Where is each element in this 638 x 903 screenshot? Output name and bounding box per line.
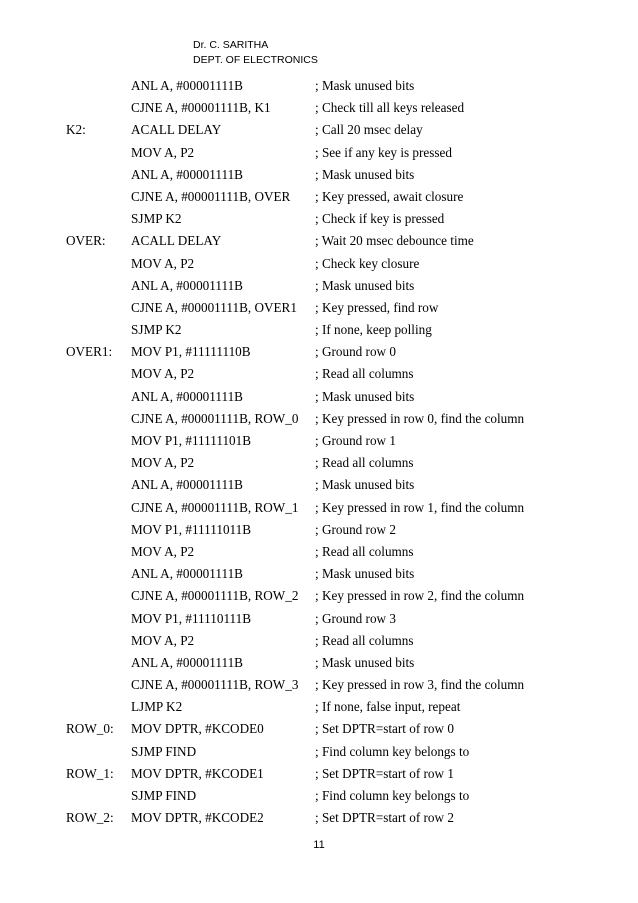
code-instruction: ANL A, #00001111B <box>131 654 243 670</box>
code-line <box>0 608 638 630</box>
code-comment: ; Check key closure <box>315 255 420 271</box>
code-comment: ; Mask unused bits <box>315 654 415 670</box>
code-line <box>0 497 638 519</box>
code-line <box>0 230 638 252</box>
code-instruction: ANL A, #00001111B <box>131 166 243 182</box>
code-line <box>0 674 638 696</box>
code-instruction: MOV P1, #11111011B <box>131 521 252 537</box>
code-line <box>0 763 638 785</box>
assembly-code-listing <box>0 75 638 829</box>
code-comment: ; Check till all keys released <box>315 100 465 116</box>
code-instruction: MOV A, P2 <box>131 455 195 471</box>
code-comment: ; Wait 20 msec debounce time <box>315 233 474 249</box>
code-instruction: MOV DPTR, #KCODE2 <box>131 810 264 826</box>
code-instruction: ANL A, #00001111B <box>131 277 243 293</box>
code-comment: ; Mask unused bits <box>315 477 415 493</box>
code-line <box>0 807 638 829</box>
department-name: DEPT. OF ELECTRONICS <box>193 54 318 66</box>
code-line <box>0 630 638 652</box>
code-instruction: ANL A, #00001111B <box>131 566 243 582</box>
code-label: K2: <box>66 122 86 138</box>
code-line <box>0 718 638 740</box>
code-instruction: MOV A, P2 <box>131 366 195 382</box>
code-label: OVER: <box>66 233 106 249</box>
code-comment: ; Key pressed in row 1, find the column <box>315 499 525 515</box>
code-line <box>0 563 638 585</box>
code-line <box>0 253 638 275</box>
code-instruction: CJNE A, #00001111B, ROW_3 <box>131 677 299 693</box>
code-instruction: ANL A, #00001111B <box>131 78 243 93</box>
code-comment: ; Find column key belongs to <box>315 743 470 759</box>
code-line <box>0 430 638 452</box>
code-line <box>0 652 638 674</box>
page-number: 11 <box>313 839 325 851</box>
code-line <box>0 741 638 763</box>
code-comment: ; Read all columns <box>315 632 414 648</box>
code-comment: ; Key pressed, find row <box>315 299 439 315</box>
code-comment: ; Mask unused bits <box>315 166 415 182</box>
code-line <box>0 97 638 119</box>
page-header <box>193 38 318 68</box>
code-line <box>0 541 638 563</box>
code-label: ROW_1: <box>66 765 114 781</box>
code-line <box>0 186 638 208</box>
code-instruction: ACALL DELAY <box>131 233 222 249</box>
code-instruction: MOV DPTR, #KCODE0 <box>131 721 264 737</box>
code-comment: ; Mask unused bits <box>315 277 415 293</box>
code-comment: ; Ground row 1 <box>315 433 396 448</box>
code-instruction: CJNE A, #00001111B, OVER <box>131 188 291 204</box>
code-line <box>0 164 638 186</box>
code-comment: ; Ground row 0 <box>315 344 396 360</box>
code-comment: ; Set DPTR=start of row 1 <box>315 765 454 781</box>
code-line <box>0 363 638 385</box>
code-label: ROW_0: <box>66 721 114 737</box>
code-instruction: ACALL DELAY <box>131 122 222 138</box>
code-line <box>0 142 638 164</box>
code-instruction: SJMP FIND <box>131 788 197 803</box>
code-instruction: CJNE A, #00001111B, ROW_0 <box>131 410 299 426</box>
code-line <box>0 785 638 807</box>
code-instruction: SJMP FIND <box>131 743 197 759</box>
code-label: OVER1: <box>66 344 113 360</box>
code-comment: ; Mask unused bits <box>315 566 415 582</box>
code-instruction: MOV DPTR, #KCODE1 <box>131 765 264 781</box>
code-comment: ; Set DPTR=start of row 0 <box>315 721 454 737</box>
code-line <box>0 297 638 319</box>
code-instruction: ANL A, #00001111B <box>131 477 243 493</box>
author-name: Dr. C. SARITHA <box>193 39 269 51</box>
code-instruction: ANL A, #00001111B <box>131 388 243 404</box>
code-comment: ; Find column key belongs to <box>315 788 470 803</box>
code-line <box>0 119 638 141</box>
code-instruction: CJNE A, #00001111B, ROW_1 <box>131 499 299 515</box>
code-instruction: MOV A, P2 <box>131 543 195 559</box>
code-comment: ; Call 20 msec delay <box>315 122 423 138</box>
code-comment: ; Key pressed, await closure <box>315 188 464 204</box>
code-line <box>0 386 638 408</box>
code-instruction: CJNE A, #00001111B, ROW_2 <box>131 588 299 604</box>
code-comment: ; Key pressed in row 2, find the column <box>315 588 525 604</box>
code-instruction: CJNE A, #00001111B, OVER1 <box>131 299 297 315</box>
code-instruction: SJMP K2 <box>131 322 182 338</box>
code-comment: ; Key pressed in row 0, find the column <box>315 410 525 426</box>
code-line <box>0 452 638 474</box>
code-comment: ; Key pressed in row 3, find the column <box>315 677 525 693</box>
code-comment: ; If none, keep polling <box>315 322 432 338</box>
code-line <box>0 696 638 718</box>
code-comment: ; Read all columns <box>315 543 414 559</box>
code-instruction: MOV P1, #11110111B <box>131 610 252 626</box>
code-comment: ; See if any key is pressed <box>315 144 452 160</box>
code-instruction: SJMP K2 <box>131 211 182 227</box>
code-instruction: CJNE A, #00001111B, K1 <box>131 100 271 116</box>
code-instruction: MOV A, P2 <box>131 632 195 648</box>
code-comment: ; Set DPTR=start of row 2 <box>315 810 454 826</box>
code-line <box>0 208 638 230</box>
code-line <box>0 519 638 541</box>
code-line <box>0 75 638 97</box>
code-line <box>0 585 638 607</box>
code-line <box>0 275 638 297</box>
code-line <box>0 341 638 363</box>
code-comment: ; If none, false input, repeat <box>315 699 461 715</box>
code-label: ROW_2: <box>66 810 114 826</box>
code-comment: ; Ground row 2 <box>315 521 396 537</box>
code-instruction: MOV A, P2 <box>131 144 195 160</box>
code-comment: ; Read all columns <box>315 366 414 382</box>
code-line <box>0 319 638 341</box>
code-comment: ; Ground row 3 <box>315 610 396 626</box>
code-comment: ; Check if key is pressed <box>315 211 445 227</box>
code-comment: ; Read all columns <box>315 455 414 471</box>
code-comment: ; Mask unused bits <box>315 388 415 404</box>
code-line <box>0 408 638 430</box>
code-instruction: MOV P1, #11111110B <box>131 344 251 360</box>
code-instruction: MOV P1, #11111101B <box>131 433 252 448</box>
code-comment: ; Mask unused bits <box>315 78 415 93</box>
code-instruction: MOV A, P2 <box>131 255 195 271</box>
code-line <box>0 474 638 496</box>
code-instruction: LJMP K2 <box>131 699 183 715</box>
